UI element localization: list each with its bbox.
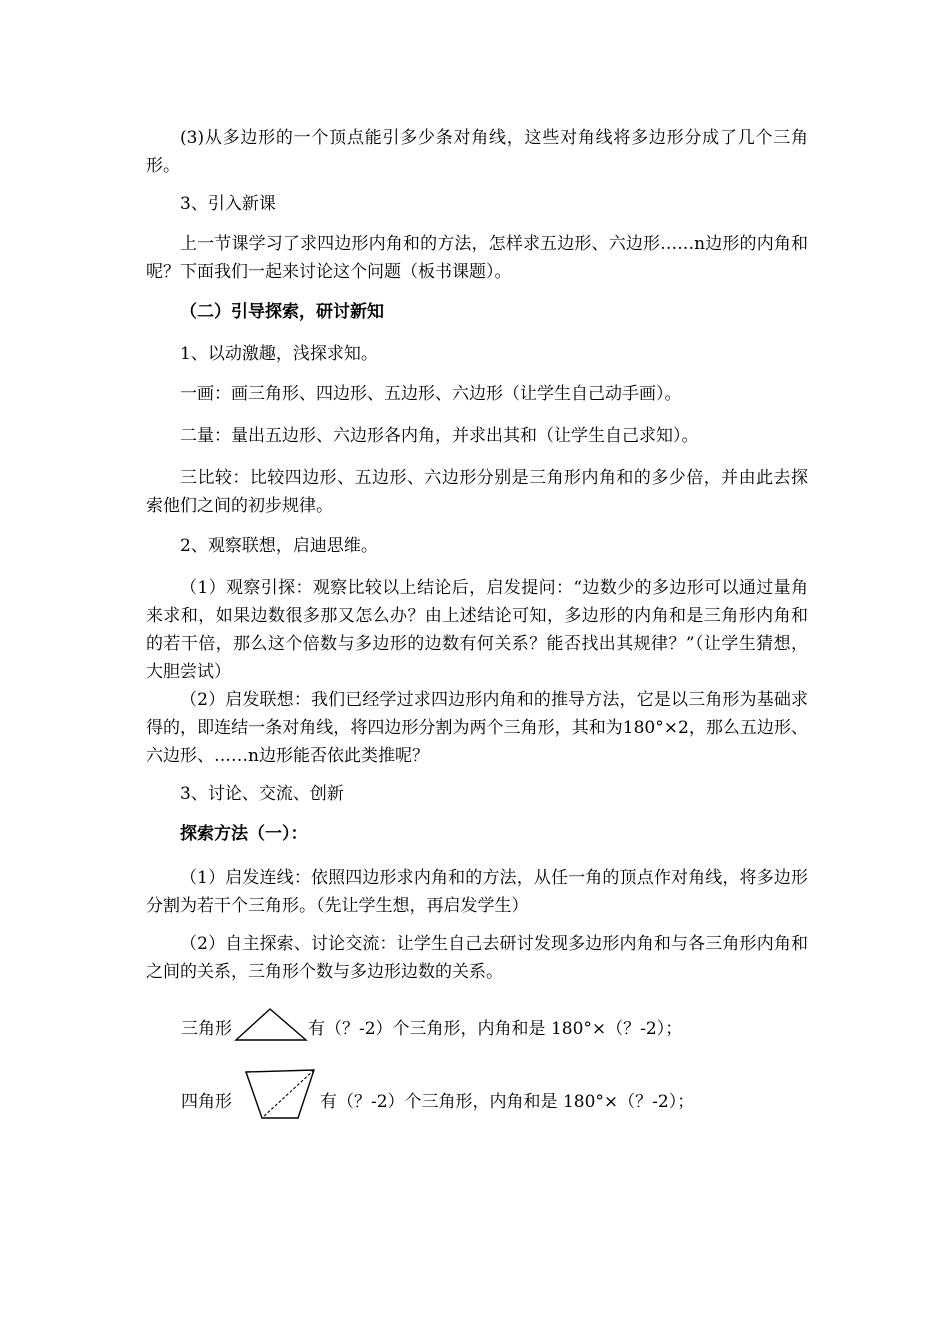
shape-text-triangle: 有（？-2）个三角形，内角和是 180°×（？-2）； <box>308 1018 683 1039</box>
paragraph-associate: （2）启发联想：我们已经学过求四边形内角和的推导方法，它是以三角形为基础求得的，即连结一条对角线，将四边形分割为两个三角形，其和为180°×2，那么五边形、六边形、……n边形能否依此类推呢？ <box>146 690 808 766</box>
shape-label-triangle: 三角形 <box>181 1018 232 1039</box>
shape-row-triangle <box>181 1006 682 1046</box>
heading-step-3: 3、讨论、交流、创新 <box>180 784 344 804</box>
paragraph-observe: （1）观察引探：观察比较以上结论后，启发提问：“边数少的多边形可以通过量角来求和，如果边数很多那又怎么办？由上述结论可知，多边形的内角和是三角形内角和的若干倍，那么这个倍数与多边形的边数有何关系？能否找出其规律？”（让学生猜想，大胆尝试） <box>146 578 808 682</box>
heading-method-1: 探索方法（一）： <box>180 824 308 844</box>
triangle-icon <box>234 1006 308 1046</box>
quadrilateral-with-diagonal-icon <box>244 1066 316 1122</box>
heading-new-lesson: 3、引入新课 <box>180 194 276 214</box>
paragraph-question-3: (3)从多边形的一个顶点能引多少条对角线，这些对角线将多边形分成了几个三角形。 <box>146 128 808 176</box>
heading-step-1: 1、以动激趣，浅探求知。 <box>180 344 378 364</box>
shape-row-quadrilateral <box>181 1062 694 1122</box>
section-heading-explore: （二）引导探索，研讨新知 <box>180 302 384 322</box>
shape-text-quadrilateral: 有（？-2）个三角形，内角和是 180°×（？-2）； <box>320 1092 695 1112</box>
paragraph-new-lesson: 上一节课学习了求四边形内角和的方法，怎样求五边形、六边形……n边形的内角和呢？下面我们一起来讨论这个问题（板书课题）。 <box>146 234 808 282</box>
heading-step-2: 2、观察联想，启迪思维。 <box>180 536 378 556</box>
paragraph-connect: （1）启发连线：依照四边形求内角和的方法，从任一角的顶点作对角线，将多边形分割为若干个三角形。（先让学生想，再启发学生） <box>146 868 808 916</box>
paragraph-draw: 一画：画三角形、四边形、五边形、六边形（让学生自己动手画）。 <box>180 384 682 404</box>
paragraph-compare: 三比较：比较四边形、五边形、六边形分别是三角形内角和的多少倍，并由此去探索他们之间的初步规律。 <box>146 468 808 516</box>
paragraph-self-explore: （2）自主探索、讨论交流：让学生自己去研讨发现多边形内角和与各三角形内角和之间的关系，三角形个数与多边形边数的关系。 <box>146 934 808 982</box>
paragraph-measure: 二量：量出五边形、六边形各内角，并求出其和（让学生自己求知）。 <box>180 426 699 446</box>
shape-label-quadrilateral: 四角形 <box>181 1092 232 1112</box>
